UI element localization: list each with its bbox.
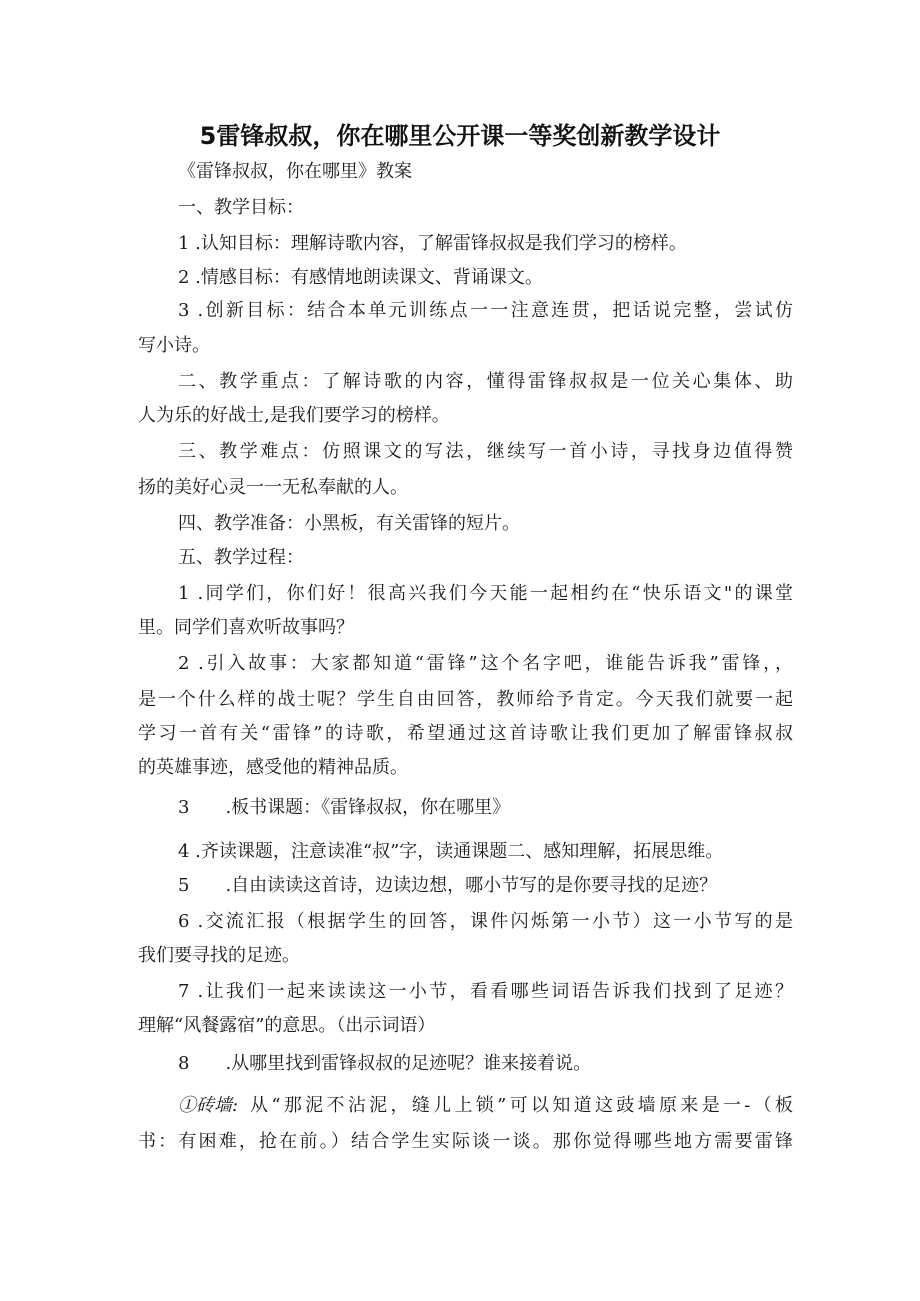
paragraph-line: 6 .交流汇报（根据学生的回答，课件闪烁第一小节）这一小节写的是: [178, 911, 793, 932]
paragraph-line: 1 .同学们，你们好！很高兴我们今天能一起相约在“快乐语文"的课堂: [178, 583, 793, 604]
subtitle: 《雷锋叔叔，你在哪里》教案: [178, 161, 412, 182]
paragraph-line: 一、教学目标：: [178, 197, 304, 218]
paragraph-line: 里。同学们喜欢听故事吗？: [138, 617, 354, 638]
paragraph-line: 5 .自由读读这首诗，边读边想，哪小节写的是你要寻找的足迹？: [178, 875, 718, 896]
paragraph-line: 人为乐的好战士,是我们要学习的榜样。: [138, 405, 450, 426]
paragraph-line: 扬的美好心灵一一无私奉献的人。: [138, 477, 408, 498]
paragraph-line: 书：有困难，抢在前。）结合学生实际谈一谈。那你觉得哪些地方需要雷锋: [138, 1131, 793, 1152]
paragraph-line: 7 .让我们一起来读读这一小节，看看哪些词语告诉我们找到了足迹？: [178, 981, 793, 1002]
paragraph-line: 二、教学重点：了解诗歌的内容，懂得雷锋叔叔是一位关心集体、助: [178, 371, 793, 392]
paragraph-line: 4 .齐读课题，注意读准“叔”字，读通课题二、感知理解，拓展思维。: [178, 841, 724, 862]
paragraph-line: 2 .引入故事：大家都知道“雷锋”这个名字吧，谁能告诉我”雷锋，，: [178, 653, 793, 674]
paragraph-line: 学习一首有关“雷锋”的诗歌，希望通过这首诗歌让我们更加了解雷锋叔叔: [138, 723, 793, 744]
paragraph-line: 3 .创新目标：结合本单元训练点一一注意连贯，把话说完整，尝试仿: [178, 300, 793, 321]
paragraph-line: 三、教学难点：仿照课文的写法，继续写一首小诗，寻找身边值得赞: [178, 441, 793, 462]
paragraph-line: 写小诗。: [138, 335, 210, 356]
paragraph-line: 是一个什么样的战士呢？学生自由回答，教师给予肯定。今天我们就要一起: [138, 689, 793, 710]
paragraph-line: 2 .情感目标：有感情地朗读课文、背诵课文。: [178, 267, 543, 288]
paragraph-line: 1 .认知目标：理解诗歌内容，了解雷锋叔叔是我们学习的榜样。: [178, 233, 687, 254]
paragraph-line: 理解“风餐露宿”的意思。（出示词语）: [138, 1015, 436, 1036]
paragraph-line: 四、教学准备：小黑板，有关雷锋的短片。: [178, 513, 520, 534]
document-title: 5雷锋叔叔，你在哪里公开课一等奖创新教学设计: [199, 122, 721, 150]
paragraph-line: 8 .从哪里找到雷锋叔叔的足迹呢？谁来接着说。: [178, 1053, 592, 1074]
paragraph-line: 3 .板书课题：《雷锋叔叔，你在哪里》: [178, 797, 511, 818]
paragraph-line: 从“那泥不沾泥，缝儿上锁”可以知道这豉墙原来是一-（板: [250, 1095, 793, 1116]
list-item-label: ①砖墙:: [178, 1095, 239, 1116]
paragraph-line: 的英雄事迹，感受他的精神品质。: [138, 757, 408, 778]
paragraph-line: 五、教学过程：: [178, 547, 304, 568]
paragraph-line: 我们要寻找的足迹。: [138, 945, 300, 966]
